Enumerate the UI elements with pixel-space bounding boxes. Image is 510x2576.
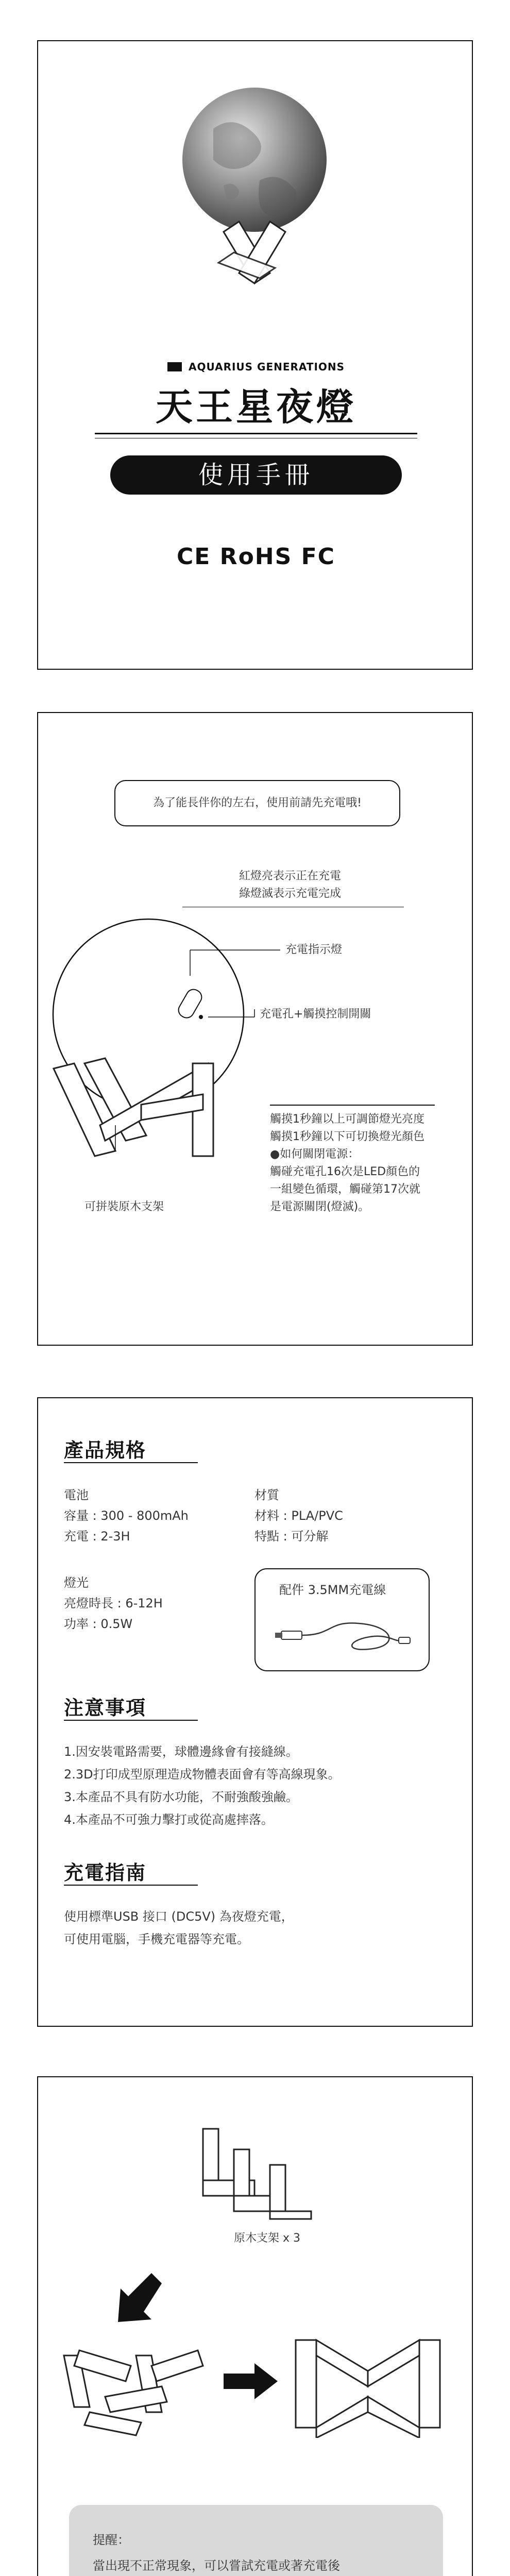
note-item-3: 3.本產品不具有防水功能，不耐強酸強鹼。 — [64, 1790, 298, 1804]
accessory-box — [254, 1568, 430, 1671]
light-heading: 燈光 — [64, 1575, 89, 1590]
notes-title-line — [64, 1720, 198, 1721]
moon-lamp-illustration — [177, 82, 332, 299]
battery-charge: 充電 : 2-3H — [64, 1529, 130, 1544]
reminder-box — [69, 2505, 443, 2576]
specs-title: 產品規格 — [64, 1439, 147, 1462]
brand-name: AQUARIUS GENERATIONS — [189, 361, 345, 373]
charge-notice: 為了能長伴你的左右，使用前請先充電哦! — [153, 796, 362, 809]
touch-line-5: 一組變色循環，觸碰第17次就 — [270, 1183, 420, 1196]
cover-panel — [37, 40, 473, 670]
charging-line-2: 可使用電腦，手機充電器等充電。 — [64, 1932, 249, 1946]
manual-label: 使用手冊 — [198, 461, 314, 489]
light-power: 功率 : 0.5W — [64, 1617, 133, 1631]
charging-title-line — [64, 1885, 198, 1886]
touch-line-4: 觸碰充電孔16次是LED顏色的 — [270, 1165, 420, 1178]
status-line-1: 紅燈亮表示正在充電 — [239, 870, 342, 883]
reminder-line-1: 當出現不正常現象，可以嘗試充電或著充電後 — [93, 2558, 340, 2573]
touch-line-6: 是電源關閉(燈滅)。 — [270, 1200, 370, 1213]
title-divider — [95, 433, 417, 434]
arrow-down-left-icon — [115, 2273, 167, 2325]
specs-title-line — [64, 1462, 198, 1463]
accessory-label: 配件 3.5MM充電線 — [279, 1583, 386, 1597]
brand-logo-icon — [167, 362, 182, 371]
status-line-2: 綠燈滅表示充電完成 — [239, 887, 342, 900]
frame-loose-illustration — [59, 2335, 208, 2438]
charging-line-1: 使用標準USB 接口 (DC5V) 為夜燈充電， — [64, 1909, 294, 1924]
indicator-label: 充電指示燈 — [285, 943, 343, 956]
touch-line-3: ●如何關閉電源： — [270, 1148, 360, 1161]
note-item-2: 2.3D打印成型原理造成物體表面會有等高線現象。 — [64, 1767, 341, 1782]
material-heading: 材質 — [254, 1488, 279, 1502]
certification-logos: CE RoHS FC — [177, 544, 335, 570]
assembly-panel — [37, 2076, 473, 2576]
charge-notice-box — [114, 780, 400, 826]
battery-heading: 電池 — [64, 1488, 89, 1502]
touch-line-1: 觸摸1秒鐘以上可調節燈光亮度 — [270, 1113, 424, 1126]
touch-line-2: 觸摸1秒鐘以下可切換燈光顏色 — [270, 1130, 424, 1143]
port-label: 充電孔+觸摸控制開關 — [260, 1008, 371, 1021]
arrow-right-icon — [224, 2361, 280, 2402]
notes-title: 注意事項 — [64, 1697, 147, 1719]
stand-count-label: 原木支架 x 3 — [234, 2232, 301, 2245]
stand-pieces-illustration — [193, 2119, 316, 2222]
brand-row — [38, 361, 474, 373]
stand-label: 可拼裝原木支架 — [84, 1200, 164, 1213]
battery-capacity: 容量 : 300 - 800mAh — [64, 1509, 189, 1523]
material-value: 材料 : PLA/PVC — [254, 1509, 343, 1523]
charging-title: 充電指南 — [64, 1861, 147, 1884]
light-duration: 亮燈時長 : 6-12H — [64, 1596, 163, 1611]
usb-cable-icon — [271, 1611, 415, 1662]
note-item-1: 1.因安裝電路需要，球體邊緣會有接縫線。 — [64, 1744, 298, 1759]
specs-panel — [37, 1397, 473, 2027]
manual-pill — [110, 455, 402, 495]
frame-assembled-illustration — [291, 2330, 445, 2438]
material-feature: 特點 : 可分解 — [254, 1529, 329, 1544]
product-title: 天王星夜燈 — [155, 385, 356, 429]
note-item-4: 4.本產品不可強力擊打或從高處摔落。 — [64, 1812, 274, 1827]
diagram-panel — [37, 712, 473, 1346]
reminder-title: 提醒： — [93, 2533, 130, 2547]
touch-divider — [270, 1105, 435, 1106]
